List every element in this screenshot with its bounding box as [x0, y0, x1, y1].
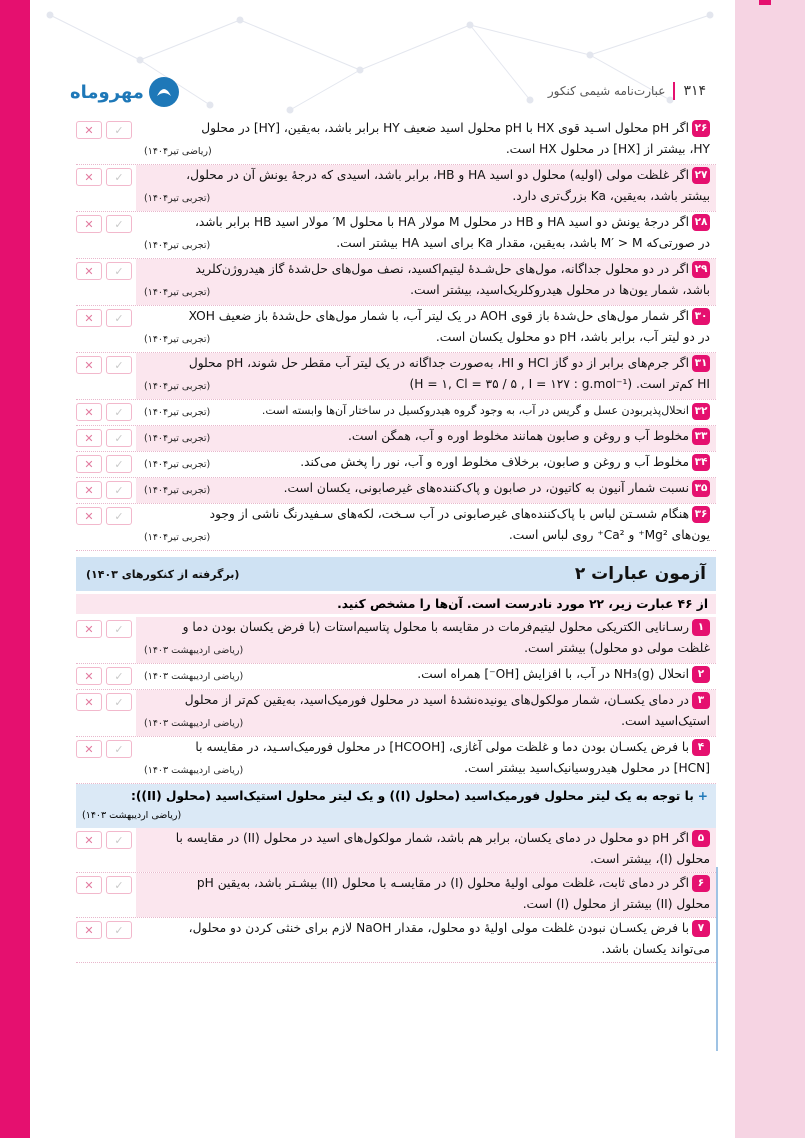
- statement-list-top: [76, 118, 716, 551]
- statement-line: بیشتر باشد، به‌یقین، Ka بزرگ‌تری دارد.: [512, 189, 710, 203]
- statement-line: اگر غلظت مولی (اولیه) محلول دو اسید HA و HB، برابر باشد، اسیدی که درجهٔ یونش آن در محلول،: [186, 168, 689, 182]
- answer-marks: [76, 353, 136, 399]
- statement-number: ۳۲: [692, 403, 710, 420]
- statement-line: اگر جرم‌های برابر از دو گاز HCl و HI، به‌صورت جداگانه در یک لیتر آب مقطر حل شوند، pH محلول: [188, 356, 689, 370]
- answer-marks: [76, 690, 136, 736]
- statement-number: ۶: [692, 875, 710, 892]
- statement-line: می‌تواند یکسان باشد.: [601, 942, 710, 956]
- right-side-strip: [735, 0, 805, 1138]
- wrong-checkbox[interactable]: ✕: [76, 262, 102, 280]
- statement-row: [76, 212, 716, 259]
- right-checkbox[interactable]: ✓: [106, 620, 132, 638]
- statement-text: [136, 118, 716, 164]
- source-tag: (تجربی تیر۱۴۰۴): [144, 334, 211, 345]
- group-header: [76, 784, 716, 828]
- right-checkbox[interactable]: ✓: [106, 667, 132, 685]
- statement-text: [136, 690, 716, 736]
- statement-row: [76, 873, 716, 918]
- statement-text: [136, 426, 716, 451]
- statement-row: [76, 478, 716, 504]
- wrong-checkbox[interactable]: ✕: [76, 309, 102, 327]
- section-subtitle: (برگرفته از کنکورهای ۱۴۰۳): [86, 567, 240, 581]
- right-checkbox[interactable]: ✓: [106, 309, 132, 327]
- statement-line: غلظت مولی دو محلول) بیشتر است.: [524, 641, 710, 655]
- statement-text: [136, 828, 716, 872]
- statement-text: [136, 478, 716, 503]
- statement-line: استیک‌اسید است.: [621, 714, 710, 728]
- statement-text: [136, 452, 716, 477]
- wrong-checkbox[interactable]: ✕: [76, 507, 102, 525]
- source-tag: (تجربی تیر۱۴۰۴): [144, 287, 211, 298]
- statement-text: [136, 259, 716, 305]
- wrong-checkbox[interactable]: ✕: [76, 740, 102, 758]
- statement-row: [76, 452, 716, 478]
- statement-line: محلول (II) بیشتر از محلول (I) است.: [522, 897, 710, 911]
- statement-number: ۱: [692, 619, 710, 636]
- statement-number: ۳۳: [692, 428, 710, 445]
- wrong-checkbox[interactable]: ✕: [76, 168, 102, 186]
- statement-row: [76, 828, 716, 873]
- statement-line: نسبت شمار آنیون به کاتیون، در صابون و پاک‌کننده‌های غیرصابونی، یکسان است.: [283, 481, 689, 495]
- statement-line: مخلوط آب و روغن و صابون همانند مخلوط اوره و آب، همگن است.: [347, 429, 689, 443]
- statement-number: ۳۶: [692, 506, 710, 523]
- section-header: [76, 557, 716, 591]
- wrong-checkbox[interactable]: ✕: [76, 121, 102, 139]
- statement-number: ۵: [692, 830, 710, 847]
- statement-number: ۲۶: [692, 120, 710, 137]
- source-tag: (تجربی تیر۱۴۰۴): [144, 433, 211, 444]
- right-checkbox[interactable]: ✓: [106, 876, 132, 894]
- right-checkbox[interactable]: ✓: [106, 481, 132, 499]
- source-tag: (تجربی تیر۱۴۰۴): [144, 459, 211, 470]
- source-tag: (ریاضی تیر۱۴۰۴): [144, 146, 212, 157]
- statement-row: [76, 259, 716, 306]
- source-tag: (تجربی تیر۱۴۰۴): [144, 407, 211, 418]
- statement-line: انحلال‌پذیربودن عسل و گریس در آب، به وجود گروه هیدروکسیل در ساختار آن‌ها وابسته است.: [261, 404, 689, 417]
- right-checkbox[interactable]: ✓: [106, 121, 132, 139]
- right-checkbox[interactable]: ✓: [106, 403, 132, 421]
- right-checkbox[interactable]: ✓: [106, 455, 132, 473]
- answer-marks: [76, 873, 136, 917]
- right-checkbox[interactable]: ✓: [106, 429, 132, 447]
- statement-number: ۲۹: [692, 261, 710, 278]
- statement-line: با فرض یکسـان نبودن غلظت مولی اولیهٔ دو محلول، مقدار NaOH لازم برای خنثی کردن دو محلول،: [188, 921, 689, 935]
- statement-list-exam: [76, 617, 716, 784]
- source-tag: (ریاضی اردیبهشت ۱۴۰۳): [144, 645, 244, 656]
- source-tag: (تجربی تیر۱۴۰۴): [144, 240, 211, 251]
- statement-row: [76, 504, 716, 551]
- header-divider: [673, 82, 675, 100]
- statement-line: هنگام شسـتن لباس با پاک‌کننده‌های غیرصابونی در آب سـخت، لکه‌های سـفیدرنگ ناشی از وجود: [209, 507, 689, 521]
- wrong-checkbox[interactable]: ✕: [76, 876, 102, 894]
- logo-emblem-icon: [148, 76, 180, 108]
- statement-number: ۲: [692, 666, 710, 683]
- statement-text: [136, 400, 716, 425]
- answer-marks: [76, 504, 136, 550]
- statement-text: [136, 737, 716, 783]
- statement-text: [136, 165, 716, 211]
- right-checkbox[interactable]: ✓: [106, 215, 132, 233]
- right-checkbox[interactable]: ✓: [106, 262, 132, 280]
- source-tag: (تجربی تیر۱۴۰۴): [144, 532, 211, 543]
- source-tag: (ریاضی اردیبهشت ۱۴۰۳): [144, 765, 244, 776]
- statement-number: ۲۸: [692, 214, 710, 231]
- left-accent-strip: [0, 0, 30, 1138]
- wrong-checkbox[interactable]: ✕: [76, 455, 102, 473]
- statement-number: ۳۴: [692, 454, 710, 471]
- statement-line: در دمای یکسـان، شمار مولکول‌های یونیده‌نشدهٔ اسید در محلول فورمیک‌اسید، به‌یقین کم‌تر از محلول: [184, 693, 689, 707]
- page-number: ۳۱۴: [683, 83, 706, 99]
- statement-row: [76, 306, 716, 353]
- group-bracket-line: [716, 867, 718, 1051]
- statement-line: رسـانایی الکتریکی محلول لیتیم‌فرمات در مقایسه با محلول پتاسیم‌استات (با فرض یکسان بودن دما و: [182, 620, 689, 634]
- statement-text: [136, 504, 716, 550]
- statement-line: انحلال NH₃(g) در آب، با افزایش [OH⁻] همراه است.: [417, 667, 689, 681]
- answer-marks: [76, 118, 136, 164]
- statement-line: محلول (I)، بیشتر است.: [589, 852, 710, 866]
- wrong-checkbox[interactable]: ✕: [76, 667, 102, 685]
- statement-text: [136, 918, 716, 962]
- page-info: [548, 82, 706, 100]
- statement-row: [76, 690, 716, 737]
- right-checkbox[interactable]: ✓: [106, 507, 132, 525]
- answer-marks: [76, 212, 136, 258]
- instruction-text: از ۴۶ عبارت زیر، ۲۲ مورد نادرست است. آن‌ها را مشخص کنید.: [76, 594, 716, 614]
- statement-row: [76, 118, 716, 165]
- statement-text: [136, 664, 716, 689]
- statement-line: HY، بیشتر از [HX] در محلول HX است.: [505, 142, 710, 156]
- statement-text: [136, 212, 716, 258]
- source-tag: (ریاضی اردیبهشت ۱۴۰۳): [144, 671, 244, 682]
- answer-marks: [76, 400, 136, 425]
- statement-line: مخلوط آب و روغن و صابون، برخلاف مخلوط اوره و آب، نور را پخش می‌کند.: [300, 455, 689, 469]
- source-tag: (ریاضی اردیبهشت ۱۴۰۳): [144, 718, 244, 729]
- statement-text: [136, 617, 716, 663]
- statement-number: ۳: [692, 692, 710, 709]
- statement-line: باشد، شمار یون‌ها در محلول هیدروکلریک‌اسید، بیشتر است.: [410, 283, 710, 297]
- wrong-checkbox[interactable]: ✕: [76, 831, 102, 849]
- statement-line: اگر در دمای ثابت، غلظت مولی اولیهٔ محلول (I) در مقایسـه با محلول (II) بیشـتر باشد، به‌یقین pH: [196, 876, 689, 890]
- statement-row: [76, 353, 716, 400]
- statement-text: [136, 306, 716, 352]
- right-checkbox[interactable]: ✓: [106, 921, 132, 939]
- statement-number: ۳۵: [692, 480, 710, 497]
- publisher-logo: [70, 74, 180, 110]
- wrong-checkbox[interactable]: ✕: [76, 693, 102, 711]
- statement-line: اگر pH محلول اسـید قوی HX با pH محلول اسید ضعیف HY برابر باشد، به‌یقین، [HY] در محلول: [201, 121, 689, 135]
- statement-row: [76, 426, 716, 452]
- group-source: (ریاضی اردیبهشت ۱۴۰۳): [82, 810, 182, 821]
- statement-row: [76, 400, 716, 426]
- answer-marks: [76, 828, 136, 872]
- right-checkbox[interactable]: ✓: [106, 831, 132, 849]
- right-checkbox[interactable]: ✓: [106, 168, 132, 186]
- statement-row: [76, 737, 716, 784]
- statement-text: [136, 353, 716, 399]
- statement-row: [76, 664, 716, 690]
- statement-list-group: [76, 828, 716, 963]
- main-content: [76, 118, 716, 963]
- answer-marks: [76, 452, 136, 477]
- statement-line: با فرض یکسـان بودن دما و غلظت مولی آغازی، [HCOOH] در محلول فورمیک‌اسـید، در مقایسه با: [195, 740, 689, 754]
- statement-text: [136, 873, 716, 917]
- wrong-checkbox[interactable]: ✕: [76, 215, 102, 233]
- answer-marks: [76, 426, 136, 451]
- source-tag: (تجربی تیر۱۴۰۴): [144, 381, 211, 392]
- wrong-checkbox[interactable]: ✕: [76, 481, 102, 499]
- answer-marks: [76, 664, 136, 689]
- statement-line: [HCN] در محلول هیدروسیانیک‌اسید بیشتر است.: [464, 761, 710, 775]
- wrong-checkbox[interactable]: ✕: [76, 921, 102, 939]
- source-tag: (تجربی تیر۱۴۰۴): [144, 485, 211, 496]
- answer-marks: [76, 737, 136, 783]
- statement-line: در صورتی‌که M′ > M باشد، به‌یقین، مقدار Ka برای اسید HA بیشتر است.: [336, 236, 710, 250]
- statement-line: اگر pH دو محلول در دمای یکسان، برابر هم باشد، شمار مولکول‌های اسید در محلول (II) در مقایسه با: [175, 831, 689, 845]
- right-checkbox[interactable]: ✓: [106, 693, 132, 711]
- answer-marks: [76, 165, 136, 211]
- wrong-checkbox[interactable]: ✕: [76, 356, 102, 374]
- page-label: عبارت‌نامه شیمی کنکور: [547, 84, 666, 98]
- statement-row: [76, 617, 716, 664]
- statement-number: ۳۰: [692, 308, 710, 325]
- answer-marks: [76, 918, 136, 962]
- answer-marks: [76, 259, 136, 305]
- right-checkbox[interactable]: ✓: [106, 356, 132, 374]
- statement-number: ۴: [692, 739, 710, 756]
- statement-line: یون‌های Mg²⁺ و Ca²⁺ روی لباس است.: [508, 528, 710, 542]
- statement-line: HI کم‌تر است. (H = ۱, Cl = ۳۵ / ۵ , I = ۱۲۷ : g.mol⁻¹): [409, 377, 710, 391]
- wrong-checkbox[interactable]: ✕: [76, 429, 102, 447]
- plus-icon: +: [697, 789, 708, 803]
- statement-line: در دو لیتر آب، برابر باشد، pH دو محلول یکسان است.: [435, 330, 710, 344]
- right-checkbox[interactable]: ✓: [106, 740, 132, 758]
- page-header: [70, 70, 710, 114]
- statement-number: ۷: [692, 920, 710, 937]
- source-tag: (تجربی تیر۱۴۰۴): [144, 193, 211, 204]
- statement-number: ۲۷: [692, 167, 710, 184]
- wrong-checkbox[interactable]: ✕: [76, 620, 102, 638]
- group-title: با توجه به یک لیتر محلول فورمیک‌اسید (محلول (I)) و یک لیتر محلول استیک‌اسید (محلول (II)):: [130, 789, 694, 803]
- answer-marks: [76, 478, 136, 503]
- section-title: آزمون عبارات ۲: [574, 564, 706, 584]
- statement-line: اگر شمار مول‌های حل‌شدهٔ باز قوی AOH در یک لیتر آب، با شمار مول‌های حل‌شدهٔ باز ضعیف XOH: [188, 309, 689, 323]
- wrong-checkbox[interactable]: ✕: [76, 403, 102, 421]
- statement-number: ۳۱: [692, 355, 710, 372]
- statement-line: اگر در دو محلول جداگانه، مول‌های حل‌شـدهٔ لیتیم‌اکسید، نصف مول‌های حل‌شدهٔ گاز هیدروژن‌کلرید: [195, 262, 689, 276]
- statement-line: اگر درجهٔ یونش دو اسید HA و HB در محلول M مولار HA با محلول M′ مولار اسید HB برابر باشد،: [194, 215, 689, 229]
- strip-marker: [759, 0, 771, 5]
- logo-text: مهروماه: [70, 81, 144, 103]
- statement-row: [76, 918, 716, 963]
- statement-row: [76, 165, 716, 212]
- answer-marks: [76, 617, 136, 663]
- answer-marks: [76, 306, 136, 352]
